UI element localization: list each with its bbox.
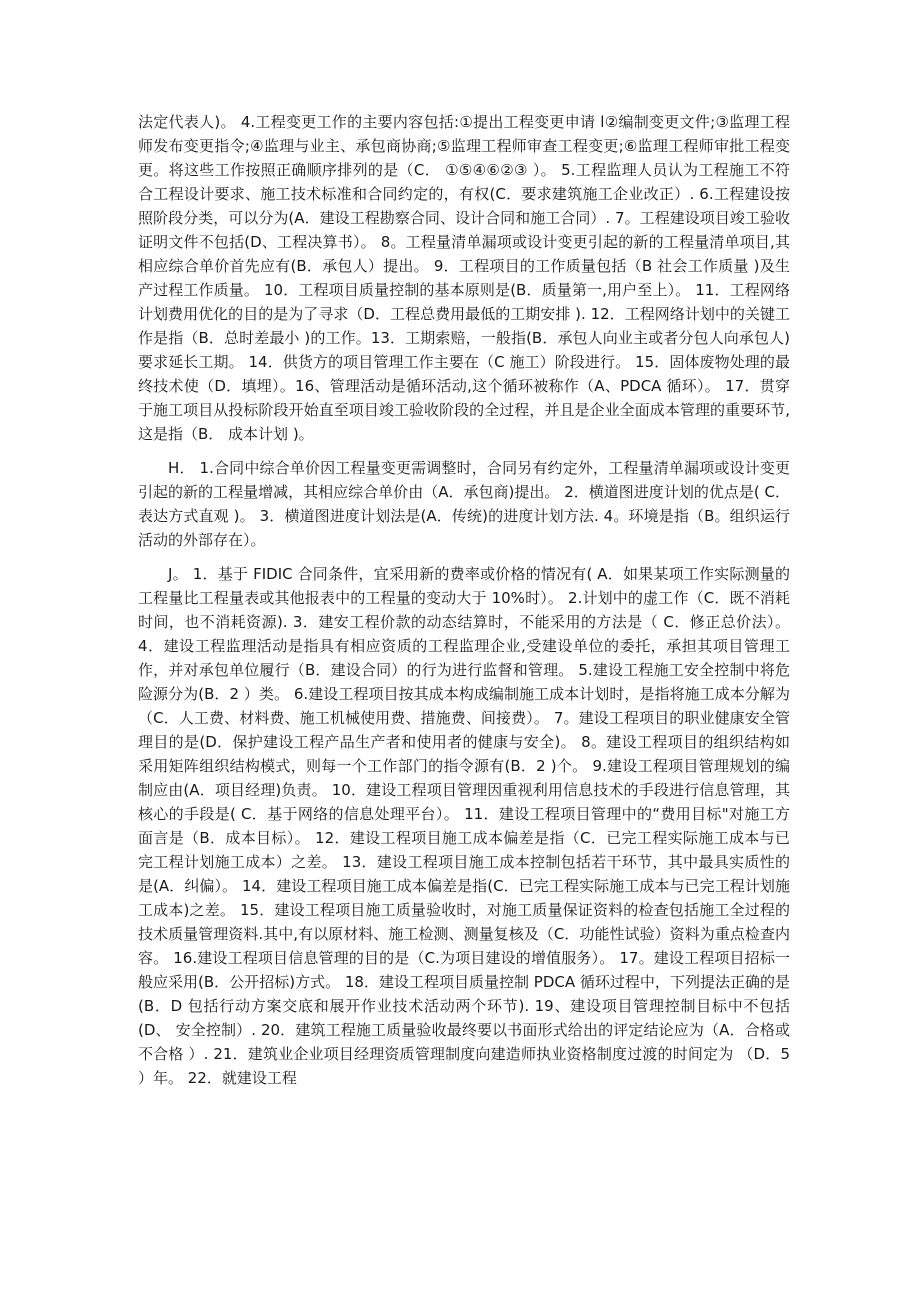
paragraph-g-section: 法定代表人)。 4.工程变更工作的主要内容包括:①提出工程变更申请 l②编制变更文件;③监理工程师发布变更指令;④监理与业主、承包商协商;⑤监理工程师审查工程变更;⑥监理工程师审批工程变更。将这些工作按照正确顺序排列的是（C． ①⑤④⑥②③ ）。 5.工程监理人员认为工程施工不符合工程设计要求、施工技术标准和合同约定的，有权(C．要求建筑施工企业改正）. 6.工程建设按照阶段分类，可以分为(A．建设工程勘察合同、设计合同和施工合同）. 7。工程建设项目竣工验收证明文件不包括(D、工程决算书）。 8。工程量清单漏项或设计变更引起的新的工程量清单项目,其相应综合单价首先应有(B．承包人）提出。 9．工程项目的工作质量包括（B 社会工作质量 )及生产过程工作质量。 10．工程项目质量控制的基本原则是(B．质量第一,用户至上）。 11．工程网络计划费用优化的目的是为了寻求（D．工程总费用最低的工期安排 ). 12．工程网络计划中的关键工作是指（B．总时差最小 )的工作。13．工期索赔，一般指(B．承包人向业主或者分包人向承包人)要求延长工期。 14．供货方的项目管理工作主要在（C 施工）阶段进行。 15．固体废物处理的最终技术使（D．填埋）。16、管理活动是循环活动,这个循环被称作（A、PDCA 循环）。 17．贯穿于施工项目从投标阶段开始直至项目竣工验收阶段的全过程，并且是企业全面成本管理的重要环节,这是指（B． 成本计划 )。 xyxy=(138,113,790,443)
document-page xyxy=(138,0,790,1090)
paragraph-h-section: H． 1.合同中综合单价因工程量变更需调整时，合同另有约定外，工程量清单漏项或设计变更引起的新的工程量增减，其相应综合单价由（A．承包商)提出。 2．横道图进度计划的优点是( C．表达方式直观 )。 3．横道图进度计划法是(A．传统)的进度计划方法. 4。环境是指（B。组织运行活动的外部存在）。 xyxy=(138,459,790,549)
paragraph-j-section: J。 1．基于 FIDIC 合同条件，宜采用新的费率或价格的情况有( A．如果某项工作实际测量的工程量比工程量表或其他报表中的工程量的变动大于 10%时）。 2.计划中的虚工作（C．既不消耗时间，也不消耗资源). 3．建安工程价款的动态结算时，不能采用的方法是（ C．修正总价法）。 4．建设工程监理活动是指具有相应资质的工程监理企业,受建设单位的委托，承担其项目管理工作，并对承包单位履行（B．建设合同）的行为进行监督和管理。 5.建设工程施工安全控制中将危险源分为(B．2 ）类。 6.建设工程项目按其成本构成编制施工成本计划时，是指将施工成本分解为（C．人工费、材料费、施工机械使用费、措施费、间接费）。 7。建设工程项目的职业健康安全管理目的是(D．保护建设工程产品生产者和使用者的健康与安全)。 8。建设工程项目的组织结构如采用矩阵组织结构模式，则每一个工作部门的指令源有(B．2 )个。 9.建设工程项目管理规划的编制应由(A．项目经理)负责。 10．建设工程项目管理因重视利用信息技术的手段进行信息管理，其核心的手段是( C．基于网络的信息处理平台）。 11．建设工程项目管理中的“费用目标"对施工方面言是（B．成本目标）。 12．建设工程项目施工成本偏差是指（C．已完工程实际施工成本与已完工程计划施工成本）之差。 13．建设工程项目施工成本控制包括若干环节，其中最具实质性的是(A．纠偏）。 14．建设工程项目施工成本偏差是指(C．已完工程实际施工成本与已完工程计划施工成本)之差。 15．建设工程项目施工质量验收时，对施工质量保证资料的检查包括施工全过程的技术质量管理资料.其中,有以原材料、施工检测、测量复核及（C．功能性试验）资料为重点检查内容。 16.建设工程项目信息管理的目的是（C.为项目建设的增值服务）。 17。建设工程项目招标一般应采用(B．公开招标)方式。 18．建设工程项目质量控制 PDCA 循环过程中，下列提法正确的是(B．D 包括行动方案交底和展开作业技术活动两个环节). 19、建设项目管理控制目标中不包括(D、 安全控制）. 20．建筑工程施工质量验收最终要以书面形式给出的评定结论应为（A．合格或不合格 ）. 21．建筑业企业项目经理资质管理制度向建造师执业资格制度过渡的时间定为 （D．5 ）年。 22．就建设工程 xyxy=(138,565,790,1087)
